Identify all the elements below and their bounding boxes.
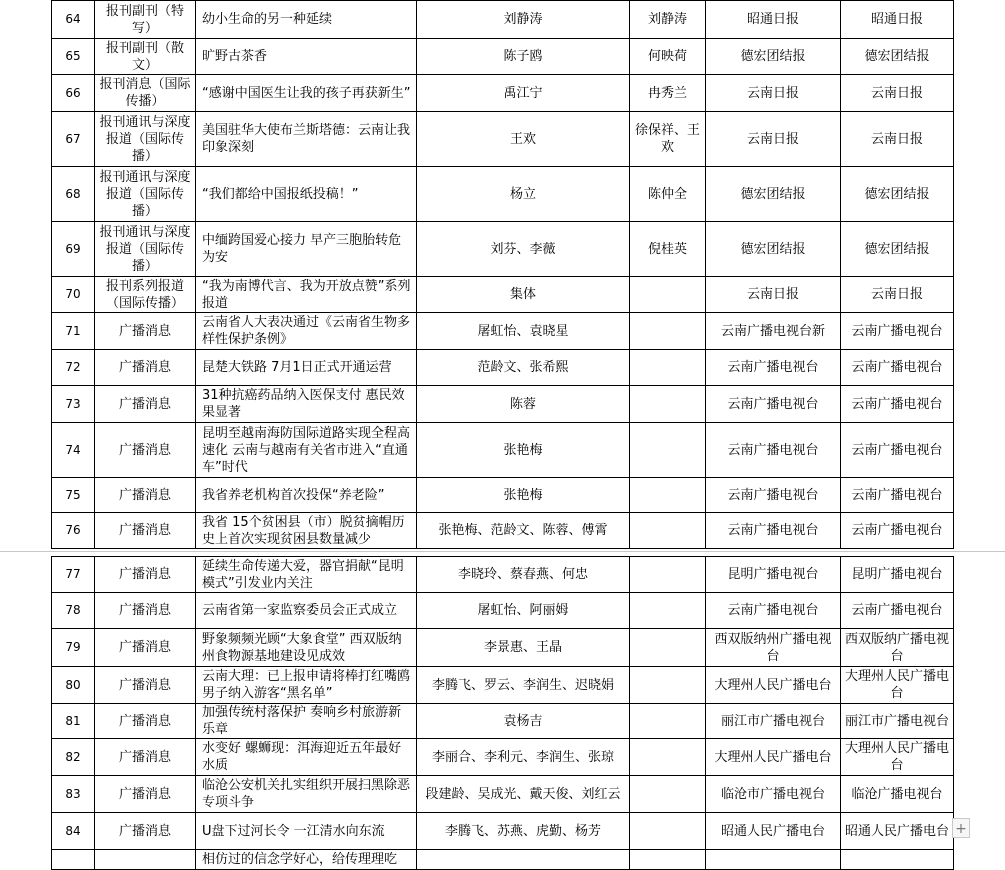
recommender-cell: 昆明广播电视台 [841, 557, 954, 593]
publisher-cell: 云南日报 [706, 112, 841, 167]
category-cell: 报刊副刊（散文） [95, 39, 196, 75]
editors-cell [630, 423, 706, 478]
row-number [52, 850, 95, 870]
work-title-cell: 我省养老机构首次投保“养老险” [196, 478, 417, 513]
table-row [52, 167, 954, 222]
row-number: 70 [52, 277, 95, 313]
recommender-cell: 德宏团结报 [841, 222, 954, 277]
category-cell: 广播消息 [95, 557, 196, 593]
work-title-cell: 幼小生命的另一种延续 [196, 1, 417, 39]
table-body [52, 557, 954, 870]
authors-cell: 张艳梅 [417, 478, 630, 513]
category-cell: 报刊副刊（特写） [95, 1, 196, 39]
row-number: 66 [52, 75, 95, 112]
work-title-cell: 野象频频光顾“大象食堂” 西双版纳州食物源基地建设见成效 [196, 629, 417, 667]
editors-cell [630, 313, 706, 350]
recommender-cell: 云南日报 [841, 277, 954, 313]
publisher-cell: 云南广播电视台 [706, 478, 841, 513]
work-title-cell: 临沧公安机关扎实组织开展扫黑除恶专项斗争 [196, 776, 417, 813]
work-title-cell: 昆明至越南海防国际道路实现全程高速化 云南与越南有关省市进入“直通车”时代 [196, 423, 417, 478]
publisher-cell: 昭通人民广播电台 [706, 813, 841, 850]
authors-cell: 陈蓉 [417, 386, 630, 423]
recommender-cell: 大理州人民广播电台 [841, 739, 954, 776]
recommender-cell: 临沧广播电视台 [841, 776, 954, 813]
row-number: 75 [52, 478, 95, 513]
editors-cell: 陈仲全 [630, 167, 706, 222]
work-title-cell: 云南大理：已上报申请将棒打红嘴鸥男子纳入游客“黑名单” [196, 667, 417, 704]
category-cell: 广播消息 [95, 704, 196, 739]
table-row [52, 386, 954, 423]
work-title-cell: 云南省人大表决通过《云南省生物多样性保护条例》 [196, 313, 417, 350]
recommender-cell: 德宏团结报 [841, 39, 954, 75]
table-row [52, 39, 954, 75]
authors-cell: 陈子鸥 [417, 39, 630, 75]
publisher-cell: 临沧市广播电视台 [706, 776, 841, 813]
authors-cell: 李景惠、王晶 [417, 629, 630, 667]
authors-cell: 杨立 [417, 167, 630, 222]
table-row [52, 513, 954, 549]
table-row [52, 813, 954, 850]
publisher-cell: 昭通日报 [706, 1, 841, 39]
editors-cell [630, 813, 706, 850]
table-row [52, 478, 954, 513]
work-title-cell: 昆楚大铁路 7月1日正式开通运营 [196, 350, 417, 386]
work-title-cell: “感谢中国医生让我的孩子再获新生” [196, 75, 417, 112]
publisher-cell: 昆明广播电视台 [706, 557, 841, 593]
table-row [52, 629, 954, 667]
authors-cell: 刘芬、李薇 [417, 222, 630, 277]
table-row [52, 112, 954, 167]
work-title-cell: “我们都给中国报纸投稿！” [196, 167, 417, 222]
category-cell: 广播消息 [95, 776, 196, 813]
recommender-cell: 德宏团结报 [841, 167, 954, 222]
row-number: 81 [52, 704, 95, 739]
recommender-cell: 云南广播电视台 [841, 423, 954, 478]
recommender-cell: 云南日报 [841, 112, 954, 167]
recommender-cell: 云南广播电视台 [841, 593, 954, 629]
row-number: 71 [52, 313, 95, 350]
editors-cell: 倪桂英 [630, 222, 706, 277]
publisher-cell: 云南日报 [706, 277, 841, 313]
category-cell: 广播消息 [95, 423, 196, 478]
category-cell: 报刊通讯与深度报道（国际传播） [95, 222, 196, 277]
work-title-cell: U盘下过河长令 一江清水向东流 [196, 813, 417, 850]
editors-cell [630, 739, 706, 776]
row-number: 80 [52, 667, 95, 704]
publisher-cell: 德宏团结报 [706, 39, 841, 75]
table-row [52, 739, 954, 776]
work-title-cell: “我为南博代言、我为开放点赞”系列报道 [196, 277, 417, 313]
table-body [52, 1, 954, 549]
editors-cell: 刘静涛 [630, 1, 706, 39]
category-cell: 报刊通讯与深度报道（国际传播） [95, 167, 196, 222]
table-row [52, 593, 954, 629]
publisher-cell: 云南广播电视台 [706, 386, 841, 423]
row-number: 77 [52, 557, 95, 593]
work-title-cell: 旷野古茶香 [196, 39, 417, 75]
row-number: 64 [52, 1, 95, 39]
editors-cell [630, 350, 706, 386]
table-row [52, 350, 954, 386]
work-title-cell: 水变好 螺蛳现：洱海迎近五年最好水质 [196, 739, 417, 776]
authors-cell: 禹江宁 [417, 75, 630, 112]
category-cell: 广播消息 [95, 739, 196, 776]
row-number: 79 [52, 629, 95, 667]
table-row [52, 277, 954, 313]
editors-cell [630, 667, 706, 704]
editors-cell [630, 850, 706, 870]
work-title-cell: 相仿过的信念学好心，给传理理吃 [196, 850, 417, 870]
recommender-cell: 云南广播电视台 [841, 513, 954, 549]
recommender-cell: 云南广播电视台 [841, 386, 954, 423]
row-number: 74 [52, 423, 95, 478]
authors-cell: 范龄文、张希熙 [417, 350, 630, 386]
publisher-cell [706, 850, 841, 870]
table-row [52, 75, 954, 112]
publisher-cell: 西双版纳州广播电视台 [706, 629, 841, 667]
row-number: 67 [52, 112, 95, 167]
editors-cell [630, 704, 706, 739]
page-1-table-block [51, 0, 953, 548]
authors-cell: 集体 [417, 277, 630, 313]
table-row [52, 423, 954, 478]
category-cell: 报刊通讯与深度报道（国际传播） [95, 112, 196, 167]
category-cell: 报刊系列报道（国际传播） [95, 277, 196, 313]
table-row [52, 776, 954, 813]
row-number: 72 [52, 350, 95, 386]
recommender-cell: 云南广播电视台 [841, 313, 954, 350]
authors-cell: 李丽合、李利元、李润生、张琼 [417, 739, 630, 776]
authors-cell: 李腾飞、苏燕、虎勤、杨芳 [417, 813, 630, 850]
category-cell [95, 850, 196, 870]
authors-cell [417, 850, 630, 870]
category-cell: 广播消息 [95, 813, 196, 850]
category-cell: 广播消息 [95, 513, 196, 549]
row-number: 65 [52, 39, 95, 75]
awards-table-page-1 [51, 0, 954, 549]
recommender-cell: 丽江市广播电视台 [841, 704, 954, 739]
authors-cell: 刘静涛 [417, 1, 630, 39]
work-title-cell: 延续生命传递大爱，器官捐献“昆明模式”引发业内关注 [196, 557, 417, 593]
editors-cell: 徐保祥、王欢 [630, 112, 706, 167]
work-title-cell: 中缅跨国爱心接力 早产三胞胎转危为安 [196, 222, 417, 277]
authors-cell: 李晓玲、蔡春燕、何忠 [417, 557, 630, 593]
work-title-cell: 云南省第一家监察委员会正式成立 [196, 593, 417, 629]
table-row [52, 704, 954, 739]
editors-cell [630, 776, 706, 813]
row-number: 83 [52, 776, 95, 813]
row-number: 69 [52, 222, 95, 277]
category-cell: 广播消息 [95, 593, 196, 629]
authors-cell: 屠虹怡、阿丽姆 [417, 593, 630, 629]
publisher-cell: 德宏团结报 [706, 222, 841, 277]
editors-cell: 何映荷 [630, 39, 706, 75]
row-number: 76 [52, 513, 95, 549]
authors-cell: 袁杨吉 [417, 704, 630, 739]
recommender-cell: 云南广播电视台 [841, 350, 954, 386]
work-title-cell: 我省 15个贫困县（市）脱贫摘帽历史上首次实现贫困县数量减少 [196, 513, 417, 549]
category-cell: 广播消息 [95, 386, 196, 423]
row-number: 82 [52, 739, 95, 776]
add-row-handle[interactable]: + [952, 818, 970, 838]
row-number: 84 [52, 813, 95, 850]
publisher-cell: 丽江市广播电视台 [706, 704, 841, 739]
publisher-cell: 云南广播电视台新 [706, 313, 841, 350]
authors-cell: 屠虹怡、袁晓星 [417, 313, 630, 350]
category-cell: 广播消息 [95, 667, 196, 704]
work-title-cell: 美国驻华大使布兰斯塔德：云南让我印象深刻 [196, 112, 417, 167]
recommender-cell: 云南广播电视台 [841, 478, 954, 513]
category-cell: 广播消息 [95, 629, 196, 667]
publisher-cell: 云南广播电视台 [706, 513, 841, 549]
editors-cell [630, 557, 706, 593]
editors-cell [630, 593, 706, 629]
authors-cell: 段建龄、吴成光、戴天俊、刘红云 [417, 776, 630, 813]
publisher-cell: 德宏团结报 [706, 167, 841, 222]
page-2-table-block [51, 556, 953, 867]
publisher-cell: 云南广播电视台 [706, 423, 841, 478]
recommender-cell: 云南日报 [841, 75, 954, 112]
authors-cell: 王欢 [417, 112, 630, 167]
work-title-cell: 加强传统村落保护 奏响乡村旅游新乐章 [196, 704, 417, 739]
editors-cell [630, 478, 706, 513]
recommender-cell: 西双版纳广播电视台 [841, 629, 954, 667]
editors-cell [630, 513, 706, 549]
table-row [52, 557, 954, 593]
editors-cell: 冉秀兰 [630, 75, 706, 112]
table-row [52, 313, 954, 350]
recommender-cell [841, 850, 954, 870]
editors-cell [630, 277, 706, 313]
publisher-cell: 云南广播电视台 [706, 593, 841, 629]
table-row [52, 850, 954, 870]
table-row [52, 667, 954, 704]
recommender-cell: 大理州人民广播电台 [841, 667, 954, 704]
publisher-cell: 大理州人民广播电台 [706, 667, 841, 704]
page-break-line [0, 551, 1005, 552]
category-cell: 广播消息 [95, 313, 196, 350]
publisher-cell: 大理州人民广播电台 [706, 739, 841, 776]
recommender-cell: 昭通人民广播电台 [841, 813, 954, 850]
row-number: 78 [52, 593, 95, 629]
work-title-cell: 31种抗癌药品纳入医保支付 惠民效果显著 [196, 386, 417, 423]
row-number: 68 [52, 167, 95, 222]
category-cell: 报刊消息（国际传播） [95, 75, 196, 112]
authors-cell: 李腾飞、罗云、李润生、迟晓娟 [417, 667, 630, 704]
publisher-cell: 云南日报 [706, 75, 841, 112]
recommender-cell: 昭通日报 [841, 1, 954, 39]
table-row [52, 1, 954, 39]
editors-cell [630, 629, 706, 667]
table-row [52, 222, 954, 277]
row-number: 73 [52, 386, 95, 423]
category-cell: 广播消息 [95, 478, 196, 513]
awards-table-page-2 [51, 556, 954, 870]
authors-cell: 张艳梅、范龄文、陈蓉、傅霄 [417, 513, 630, 549]
category-cell: 广播消息 [95, 350, 196, 386]
editors-cell [630, 386, 706, 423]
publisher-cell: 云南广播电视台 [706, 350, 841, 386]
authors-cell: 张艳梅 [417, 423, 630, 478]
